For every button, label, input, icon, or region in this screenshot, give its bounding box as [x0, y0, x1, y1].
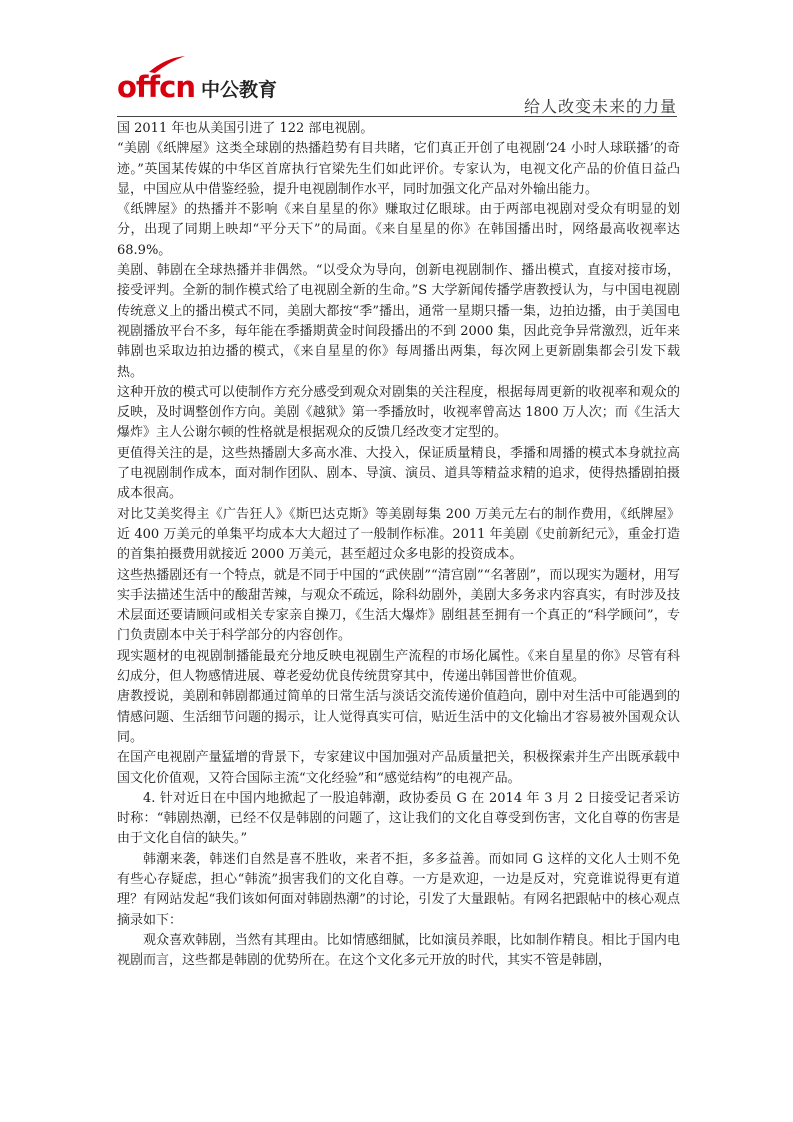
paragraph: 国 2011 年也从美国引进了 122 部电视剧。 [117, 121, 374, 136]
paragraph: 这些热播剧还有一个特点，就是不同于中国的“武侠剧”“清宫剧”“名著剧”，而以现实为题材，用写实手法描述生活中的酸甜苦辣，与观众不疏远，除科幼剧外，美剧大多务求内容真实，有时涉及技术层面还要请顾问或相关专家亲自操刀，《生活大爆炸》剧组甚至拥有一个真正的“科学顾问”，专门负责剧本中关于科学部分的内容创作。 [117, 567, 680, 644]
logo-latin-text: offcn [117, 70, 195, 104]
paragraph: 美剧、韩剧在全球热播并非偶然。“以受众为导向，创新电视剧制作、播出模式，直接对接市场，接受评判。全新的制作模式给了电视剧全新的生命。”S 大学新闻传播学唐教授认为，与中国电视剧传统意义上的播出模式不同，美剧大都按“季”播出，通常一星期只播一集，边拍边播，由于美国电视剧播放平台不多，每年能在季播期黄金时间段播出的不到 2000 集，因此竞争异常激烈，近年来韩剧也采取边拍边播的模式，《来自星星的你》每周播出两集，每次网上更新剧集都会引发下载热。 [117, 263, 680, 380]
paragraph: 现实题材的电视剧制播能最充分地反映电视剧生产流程的市场化属性。《来自星星的你》尽管有科幻成分，但人物感情进展、尊老爱幼优良传统贯穿其中，传递出韩国普世价值观。 [117, 648, 680, 685]
paragraph: “美剧《纸牌屋》这类全球剧的热播趋势有目共睹，它们真正开创了电视剧‘24 小时人球联播’的奇迹。”英国某传媒的中华区首席执行官梁先生们如此评价。专家认为，电视文化产品的价值日益凸显，中国应从中借鉴经验，提升电视剧制作水平，同时加强文化产品对外输出能力。 [117, 141, 680, 197]
question-paragraph: 4. 针对近日在中国内地掀起了一股追韩潮，政协委员 G 在 2014 年 3 月 2 日接受记者采访时称：“韩剧热潮，已经不仅是韩剧的问题了，这让我们的文化自尊受到伤害，文化自尊的伤害是由于文化自信的缺失。” [117, 790, 680, 847]
paragraph: 对比艾美奖得主《广告狂人》《斯巴达克斯》等美剧每集 200 万美元左右的制作费用，《纸牌屋》近 400 万美元的单集平均成本大大超过了一般制作标准。2011 年美剧《史前新纪元》，重金打造的首集拍摄费用就接近 2000 万美元，甚至超过众多电影的投资成本。 [117, 506, 680, 563]
header-slogan: 给人改变未来的力量 [523, 97, 677, 116]
paragraph: 更值得关注的是，这些热播剧大多高水准、大投入，保证质量精良，季播和周播的模式本身就拉高了电视剧制作成本，面对制作团队、剧本、导演、演员、道具等精益求精的追求，使得热播剧拍摄成本很高。 [117, 445, 680, 502]
logo-swoosh-icon [147, 54, 187, 74]
paragraph: 韩潮来袭，韩迷们自然是喜不胜收，来者不拒，多多益善。而如同 G 这样的文化人士则不免有些心存疑虑，担心“韩流”损害我们的文化自尊。一方是欢迎，一边是反对，究竟谁说得更有道理？有网站发起“我们该如何面对韩剧热潮”的讨论，引发了大量跟帖。有网名把跟帖中的核心观点摘录如下： [117, 851, 680, 928]
logo-chinese-text: 中公教育 [201, 79, 278, 101]
page-header [117, 60, 677, 120]
paragraph: 唐教授说，美剧和韩剧都通过简单的日常生活与淡话交流传递价值趋向，剧中对生活中可能遇到的情感问题、生活细节问题的揭示，让人觉得真实可信，贴近生活中的文化输出才容易被外国观众认同。 [117, 689, 680, 745]
paragraph: 观众喜欢韩剧，当然有其理由。比如情感细腻，比如演员养眼，比如制作精良。相比于国内电视剧而言，这些都是韩剧的优势所在。在这个文化多元开放的时代，其实不管是韩剧， [117, 932, 680, 969]
header-divider [117, 116, 677, 117]
paragraph: 《纸牌屋》的热播并不影响《来自星星的你》赚取过亿眼球。由于两部电视剧对受众有明显的划分，出现了同期上映却“平分天下”的局面。《来自星星的你》在韩国播出时，网络最高收视率达 68.9%。 [117, 202, 680, 258]
paragraph: 这种开放的模式可以使制作方充分感受到观众对剧集的关注程度，根据每周更新的收视率和观众的反映，及时调整创作方向。美剧《越狱》第一季播放时，收视率曾高达 1800 万人次；而《生活大爆炸》主人公谢尔顿的性格就是根据观众的反馈几经改变才定型的。 [117, 384, 680, 441]
paragraph: 在国产电视剧产量猛增的背景下，专家建议中国加强对产品质量把关，积极探索并生产出既承载中国文化价值观，又符合国际主流“文化经验”和“感觉结构”的电视产品。 [117, 750, 680, 786]
offcn-logo [117, 62, 277, 102]
document-body [117, 119, 680, 971]
